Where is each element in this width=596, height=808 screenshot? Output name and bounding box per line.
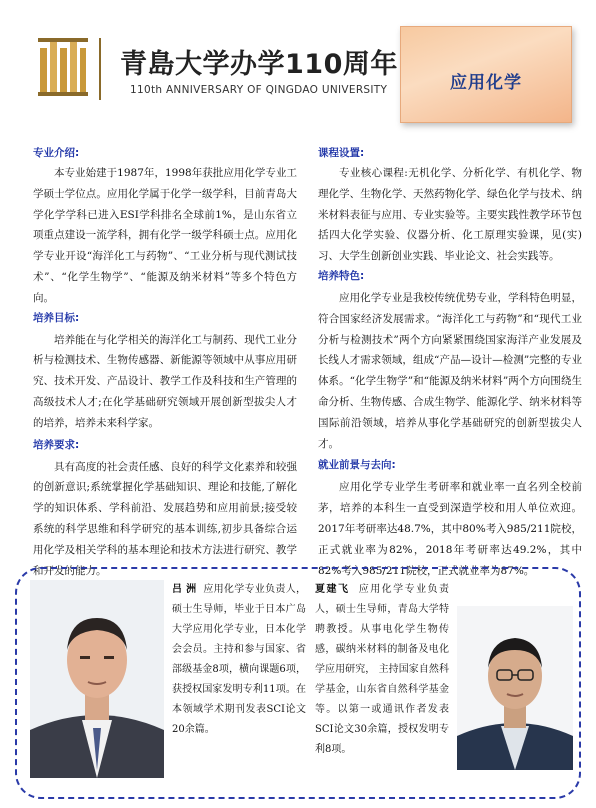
faculty-bio-lv-zhou [172,580,306,740]
career-heading: 就业前景与去向: [318,459,396,472]
left-column [33,144,297,581]
feature-heading: 培养特色: [318,269,365,282]
requirement-heading: 培养要求: [33,438,80,451]
anniversary-subtitle: 110th ANNIVERSARY OF QINGDAO UNIVERSITY [130,84,388,96]
course-text: 专业核心课程:无机化学、分析化学、有机化学、物理化学、生物化学、天然药物化学、绿色化学与技术、纳米材料表征与应用、专业实验等。主要实践性教学环节包括四大化学实验、仪器分析、化工原理实验课，见(实)习、大学生创新创业实践、毕业论文、社会实践等。 [318,167,582,263]
faculty-name-lv-zhou: 吕 洲 [172,584,197,595]
anniversary-title: 青島大学办学110周年 [120,49,398,80]
faculty-bio-xia-jianfei [315,580,449,760]
feature-text: 应用化学专业是我校传统优势专业，学科特色明显，符合国家经济发展需求。“海洋化工与药物”和“现代工业分析与检测技术”两个方向紧紧围绕国家海洋产业发展及长线人才需求领域，组成“产品—设计—检测”完整的专业体系。“化学生物学”和“能源及纳米材料”两个方向围绕生命分析、生物传感、合成生物学、能源化学、纳米材料等国际前沿领域，培养从事化学基础研究的创新型拔尖人才。 [318,291,582,450]
intro-text: 本专业始建于1987年，1998年获批应用化学专业工学硕士学位点。应用化学属于化学一级学科，目前青岛大学化学学科已进入ESI学科排名全球前1%，是山东省立项重点建设一流学科，拥有化学一级学科硕士点。应用化学专业开设“海洋化工与药物”、“工业分析与现代测试技术”、“化学生物学”、“能源及纳米材料”等多个特色方向。 [33,167,297,304]
qingdao-university-logo-icon [38,38,88,98]
faculty-bio-text-lv-zhou: 应用化学专业负责人，硕士生导师，毕业于日本广岛大学应用化学专业，日本化学会会员。主持和参与国家、省部级基金8项，横向课题6项，获授权国家发明专利11项。在本领域学术期刊发表SCI论文20余篇。 [172,584,306,735]
right-column [318,144,582,581]
career-text: 应用化学专业学生考研率和就业率一直名列全校前茅，培养的本科生一直受到深造学校和用人单位欢迎。2017年考研率达48.7%，其中80%考入985/211院校，正式就业率为82%，2018年考研率达49.2%，其中82%考入985/211院校，正式就业率为87%。 [318,481,582,577]
goal-heading: 培养目标: [33,311,80,324]
faculty-photo-xia-jianfei [457,606,573,770]
requirement-text: 具有高度的社会责任感、良好的科学文化素养和较强的创新意识;系统掌握化学基础知识、理论和技能,了解化学的知识体系、学科前沿、发展趋势和应用前景;接受较系统的科学思维和科学研究的基本训练,初步具备综合运用化学及相关学科的基本理论和技术方法进行研究、教学和开发的能力。 [33,460,297,577]
intro-heading: 专业介绍: [33,147,80,159]
faculty-name-xia-jianfei: 夏建飞 [315,584,350,595]
goal-text: 培养能在与化学相关的海洋化工与制药、现代工业分析与检测技术、生物传感器、新能源等领域中从事应用研究、技术开发、产品设计、教学工作及科技和生产管理的高级技术人才;在化学基础研究领域开展创新型拔尖人才的培养，培养未来科学家。 [33,333,297,429]
major-name-box [400,26,572,123]
faculty-photo-lv-zhou [30,580,164,778]
major-name: 应用化学 [450,73,522,93]
header-divider [99,38,101,100]
faculty-bio-text-xia-jianfei: 应用化学专业负责人，硕士生导师，青岛大学特聘教授。从事电化学生物传感，碳纳米材料的制备及电化学应用研究， 主持国家自然科学基金，山东省自然科学基金等。以第一或通讯作者发表SCI论文30余篇，授权发明专利8项。 [315,584,450,755]
course-heading: 课程设置: [318,147,365,159]
